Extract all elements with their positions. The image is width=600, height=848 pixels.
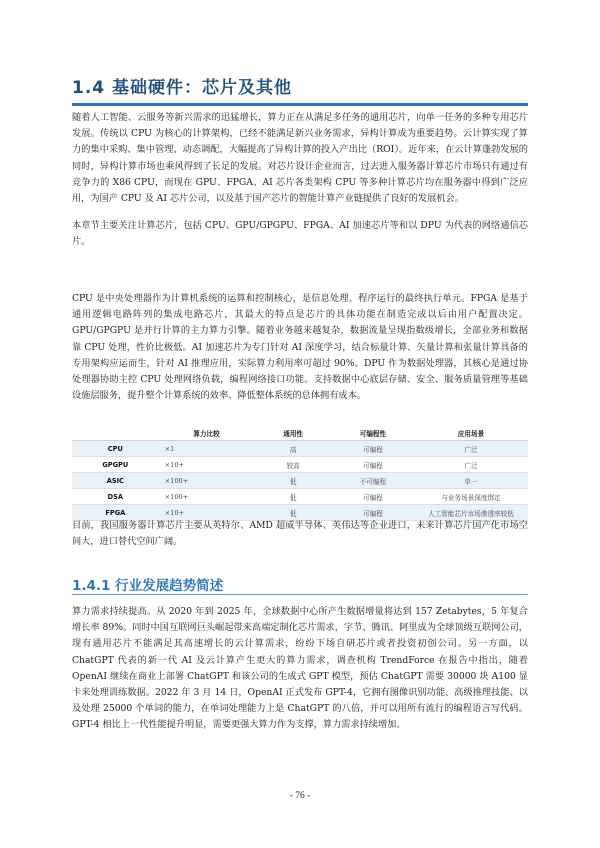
paragraph-demand-trend: 算力需求持续提高。从 2020 年到 2025 年，全球数据中心所产生数据增量将达到 157 Zetabytes，5 年复合增长率 89%。同时中国互联网巨头崛起带来高端定制化芯片需求，字节、腾讯、阿里成为全球顶级互联网公司，现有通用芯片不能满足其高速增长的云计算需求，纷纷下场自研芯片或者投资初创公司。另一方面，以 ChatGPT 代表的新一代 AI 及云计算产生更大的算力需求，调查机构 TrendForce 在报告中指出，随着 OpenAI 继续在商业上部署 ChatGPT 和该公司的生成式 GPT 模型，预估 ChatGPT 需要 30000 块 A100 显卡来处理训练数据。2022 年 3 月 14 日，OpenAI 正式发布 GPT-4，它拥有图像识别功能、高级推理技能、以及处理 25000 个单词的能力，在单词处理能力上是 ChatGPT 的八倍，并可以用所有流行的编程语言写代码。GPT-4 相比上一代性能提升明显，需要更强大算力作为支撑，算力需求持续增加。 bbox=[72, 606, 528, 731]
section-title-rule bbox=[72, 103, 528, 106]
table-header-cell bbox=[72, 426, 159, 441]
table-cell-generality: 较高 bbox=[254, 457, 332, 473]
table-cell-programmability: 可编程 bbox=[332, 489, 414, 505]
table-row bbox=[72, 473, 528, 489]
paragraph-domestic-market: 目前，我国服务器计算芯片主要从英特尔、AMD 超威半导体、英伟达等企业进口，未来计算芯片国产化市场空间大，进口替代空间广阔。 bbox=[72, 520, 528, 548]
table-cell-scenario: 人工智能芯片市场渗透率较低 bbox=[414, 505, 528, 521]
paragraph-intro: 随着人工智能、云服务等新兴需求的迅猛增长，算力正在从满足多任务的通用芯片，向单一任务的多种专用芯片发展。传统以 CPU 为核心的计算架构，已经不能满足新兴业务需求，异构计算成为重要趋势。云计算实现了算力的集中采购、集中管理、动态调配，大幅提高了异构计算的投入产出比（ROI）。近年来，在云计算蓬勃发展的同时，异构计算市场也乘风得到了长足的发展。对芯片设计企业而言，过去进入服务器计算芯片市场只有通过有竞争力的 X86 CPU，而现在 GPU、FPGA、AI 芯片各类架构 CPU 等多种计算芯片均在服务器中得到广泛应用，为国产 CPU 及 AI 芯片公司，以及基于国产芯片的智能计算产业链提供了良好的发展机会。 bbox=[72, 112, 528, 205]
table-cell-programmability: 可编程 bbox=[332, 441, 414, 457]
table-cell-programmability: 不可编程 bbox=[332, 473, 414, 489]
chip-comparison-table bbox=[72, 426, 528, 521]
table-cell-programmability: 可编程 bbox=[332, 457, 414, 473]
table-row bbox=[72, 441, 528, 457]
table-cell-scenario: 广泛 bbox=[414, 441, 528, 457]
table-cell-chip: DSA bbox=[72, 489, 159, 505]
table-cell-ratio: ×1 bbox=[159, 441, 255, 457]
table-cell-scenario: 单一 bbox=[414, 473, 528, 489]
table-cell-generality: 低 bbox=[254, 473, 332, 489]
table-cell-chip: FPGA bbox=[72, 505, 159, 521]
table-header-cell: 应用场景 bbox=[414, 426, 528, 441]
table-cell-scenario: 广泛 bbox=[414, 457, 528, 473]
table-cell-ratio: ×10+ bbox=[159, 505, 255, 521]
table-row bbox=[72, 489, 528, 505]
table-header-cell: 可编程性 bbox=[332, 426, 414, 441]
page-number: - 76 - bbox=[289, 791, 311, 801]
table-cell-chip: ASIC bbox=[72, 473, 159, 489]
subsection-title-rule bbox=[72, 594, 528, 595]
table-cell-programmability: 可编程 bbox=[332, 505, 414, 521]
table-cell-ratio: ×100+ bbox=[159, 473, 255, 489]
table-cell-scenario: 与业务场景深度绑定 bbox=[414, 489, 528, 505]
table-cell-generality: 低 bbox=[254, 505, 332, 521]
table-header-row bbox=[72, 426, 528, 441]
paragraph-chip-types: CPU 是中央处理器作为计算机系统的运算和控制核心，是信息处理、程序运行的最终执行单元。FPGA 是基于通用逻辑电路阵列的集成电路芯片，其最大的特点是芯片的具体功能在制造完成以后由用户配置决定。GPU/GPGPU 是并行计算的主力算力引擎。随着业务越来越复杂，数据流量呈现指数级增长，全部业务和数据靠 CPU 处理，性价比极低。AI 加速芯片为专门针对 AI 深度学习，结合标量计算、矢量计算和张量计算具备的专用架构应运而生，针对 AI 推理应用，实际算力利用率可超过 90%。DPU 作为数据处理器，其核心是通过协处理器协助主控 CPU 处理网络负载，编程网络接口功能。支持数据中心底层存储、安全、服务质量管理等基础设施层服务，提升整个计算系统的效率、降低整体系统的总体拥有成本。 bbox=[72, 293, 528, 402]
subsection-title: 1.4.1 行业发展趋势简述 bbox=[72, 578, 224, 594]
table-row bbox=[72, 457, 528, 473]
table-header-cell: 通用性 bbox=[254, 426, 332, 441]
table-cell-generality: 高 bbox=[254, 441, 332, 457]
table-cell-chip: CPU bbox=[72, 441, 159, 457]
table-cell-chip: GPGPU bbox=[72, 457, 159, 473]
table-header-cell: 算力比较 bbox=[159, 426, 255, 441]
table-cell-ratio: ×100+ bbox=[159, 489, 255, 505]
table-cell-ratio: ×10+ bbox=[159, 457, 255, 473]
table-cell-generality: 低 bbox=[254, 489, 332, 505]
section-title: 1.4 基础硬件：芯片及其他 bbox=[72, 78, 293, 98]
paragraph-scope: 本章节主要关注计算芯片，包括 CPU、GPU/GPGPU、FPGA、AI 加速芯片等和以 DPU 为代表的网络通信芯片。 bbox=[72, 220, 528, 248]
